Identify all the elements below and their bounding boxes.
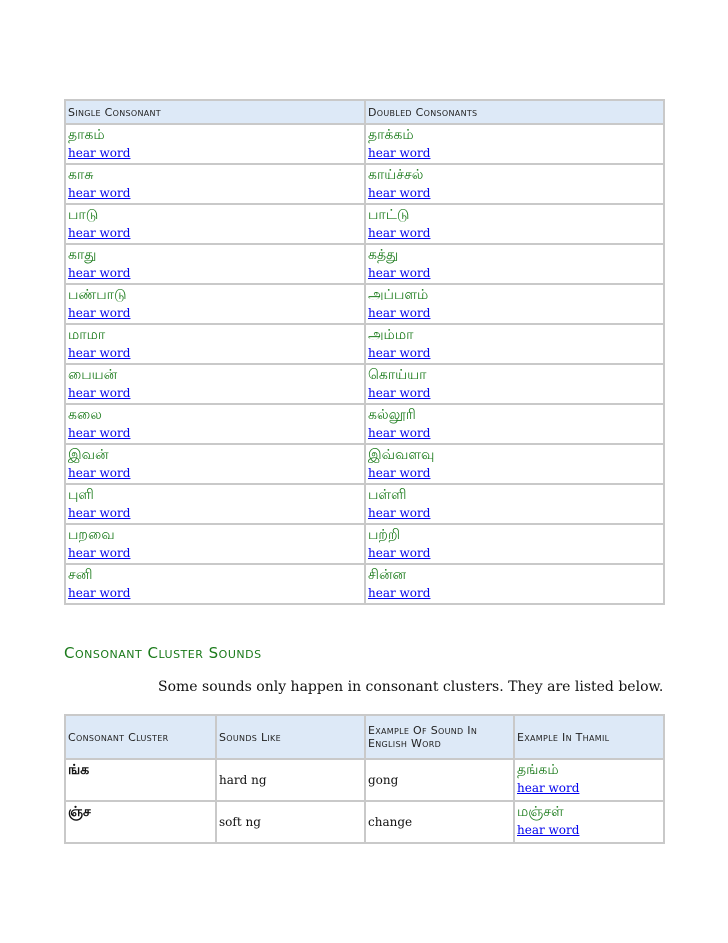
hear-word-link[interactable]: hear word xyxy=(68,506,131,520)
tamil-word: காசு xyxy=(68,167,94,183)
table-row xyxy=(65,324,664,364)
consonant-cluster-cell: ங்க xyxy=(65,759,216,801)
table-row xyxy=(65,444,664,484)
header-single-consonant: Single Consonant xyxy=(65,100,365,124)
hear-word-link[interactable]: hear word xyxy=(368,226,431,240)
table-header-row xyxy=(65,715,664,759)
single-consonant-cell xyxy=(65,124,365,164)
consonant-comparison-table xyxy=(64,99,665,605)
hear-word-link[interactable]: hear word xyxy=(68,306,131,320)
sounds-like-cell: soft ng xyxy=(216,801,365,843)
table-row xyxy=(65,404,664,444)
tamil-word: கலை xyxy=(68,407,102,423)
tamil-word: இவன் xyxy=(68,447,109,463)
tamil-word: பாடு xyxy=(68,207,99,223)
tamil-word: அப்பளம் xyxy=(368,287,429,303)
tamil-word: சனி xyxy=(68,567,93,583)
hear-word-link[interactable]: hear word xyxy=(368,346,431,360)
hear-word-link[interactable]: hear word xyxy=(68,146,131,160)
hear-word-link[interactable]: hear word xyxy=(368,426,431,440)
tamil-word: பள்ளி xyxy=(368,487,407,503)
tamil-word: காது xyxy=(68,247,97,263)
hear-word-link[interactable]: hear word xyxy=(68,266,131,280)
table-header-row xyxy=(65,100,664,124)
tamil-word: கத்து xyxy=(368,247,399,263)
tamil-word: பாட்டு xyxy=(368,207,410,223)
doubled-consonant-cell xyxy=(365,164,664,204)
single-consonant-cell xyxy=(65,524,365,564)
consonant-cluster-table xyxy=(64,714,665,844)
tamil-word: கல்லூரி xyxy=(368,407,416,423)
english-example-cell: gong xyxy=(365,759,514,801)
tamil-word: கொய்யா xyxy=(368,367,427,383)
table-row xyxy=(65,564,664,604)
doubled-consonant-cell xyxy=(365,524,664,564)
hear-word-link[interactable]: hear word xyxy=(368,146,431,160)
header-sounds-like: Sounds Like xyxy=(216,715,365,759)
tamil-word: தாகம் xyxy=(68,127,105,143)
single-consonant-cell xyxy=(65,564,365,604)
hear-word-link[interactable]: hear word xyxy=(68,426,131,440)
doubled-consonant-cell xyxy=(365,204,664,244)
table-row xyxy=(65,244,664,284)
single-consonant-cell xyxy=(65,204,365,244)
hear-word-link[interactable]: hear word xyxy=(68,546,131,560)
hear-word-link[interactable]: hear word xyxy=(517,823,580,837)
tamil-word: அம்மா xyxy=(368,327,414,343)
single-consonant-cell xyxy=(65,284,365,324)
doubled-consonant-cell xyxy=(365,124,664,164)
single-consonant-cell xyxy=(65,324,365,364)
header-consonant-cluster: Consonant Cluster xyxy=(65,715,216,759)
tamil-word: சின்ன xyxy=(368,567,407,583)
hear-word-link[interactable]: hear word xyxy=(368,506,431,520)
tamil-word: பையன் xyxy=(68,367,118,383)
tamil-word: புளி xyxy=(68,487,94,503)
hear-word-link[interactable]: hear word xyxy=(368,266,431,280)
table-row xyxy=(65,204,664,244)
doubled-consonant-cell xyxy=(365,324,664,364)
tamil-word: பண்பாடு xyxy=(68,287,127,303)
hear-word-link[interactable]: hear word xyxy=(68,346,131,360)
table-row xyxy=(65,524,664,564)
header-english-example: Example Of Sound In English Word xyxy=(365,715,514,759)
tamil-word: பற்றி xyxy=(368,527,400,543)
english-example-cell: change xyxy=(365,801,514,843)
tamil-word: தாக்கம் xyxy=(368,127,414,143)
tamil-word: மாமா xyxy=(68,327,106,343)
consonant-cluster-cell: ஞ்ச xyxy=(65,801,216,843)
single-consonant-cell xyxy=(65,244,365,284)
table-row xyxy=(65,164,664,204)
single-consonant-cell xyxy=(65,364,365,404)
doubled-consonant-cell xyxy=(365,564,664,604)
tamil-word: காய்ச்சல் xyxy=(368,167,424,183)
hear-word-link[interactable]: hear word xyxy=(368,386,431,400)
doubled-consonant-cell xyxy=(365,364,664,404)
hear-word-link[interactable]: hear word xyxy=(517,781,580,795)
hear-word-link[interactable]: hear word xyxy=(368,586,431,600)
hear-word-link[interactable]: hear word xyxy=(68,226,131,240)
single-consonant-cell xyxy=(65,484,365,524)
thamil-example-cell xyxy=(514,759,664,801)
sounds-like-cell: hard ng xyxy=(216,759,365,801)
intro-text: Some sounds only happen in consonant clusters. They are listed below. xyxy=(158,679,664,695)
section-title: Consonant Cluster Sounds xyxy=(64,644,262,662)
hear-word-link[interactable]: hear word xyxy=(68,586,131,600)
table-row xyxy=(65,124,664,164)
doubled-consonant-cell xyxy=(365,244,664,284)
header-thamil-example: Example In Thamil xyxy=(514,715,664,759)
tamil-word: தங்கம் xyxy=(517,762,559,778)
tamil-word: இவ்வளவு xyxy=(368,447,435,463)
table-row xyxy=(65,364,664,404)
tamil-word: பறவை xyxy=(68,527,115,543)
table-row xyxy=(65,484,664,524)
single-consonant-cell xyxy=(65,164,365,204)
hear-word-link[interactable]: hear word xyxy=(368,466,431,480)
hear-word-link[interactable]: hear word xyxy=(368,186,431,200)
doubled-consonant-cell xyxy=(365,484,664,524)
header-doubled-consonants: Doubled Consonants xyxy=(365,100,664,124)
doubled-consonant-cell xyxy=(365,404,664,444)
doubled-consonant-cell xyxy=(365,444,664,484)
single-consonant-cell xyxy=(65,444,365,484)
single-consonant-cell xyxy=(65,404,365,444)
table-row xyxy=(65,759,664,801)
tamil-word: மஞ்சள் xyxy=(517,804,564,820)
hear-word-link[interactable]: hear word xyxy=(368,306,431,320)
hear-word-link[interactable]: hear word xyxy=(68,186,131,200)
hear-word-link[interactable]: hear word xyxy=(368,546,431,560)
table-row xyxy=(65,801,664,843)
thamil-example-cell xyxy=(514,801,664,843)
table-row xyxy=(65,284,664,324)
hear-word-link[interactable]: hear word xyxy=(68,386,131,400)
hear-word-link[interactable]: hear word xyxy=(68,466,131,480)
doubled-consonant-cell xyxy=(365,284,664,324)
